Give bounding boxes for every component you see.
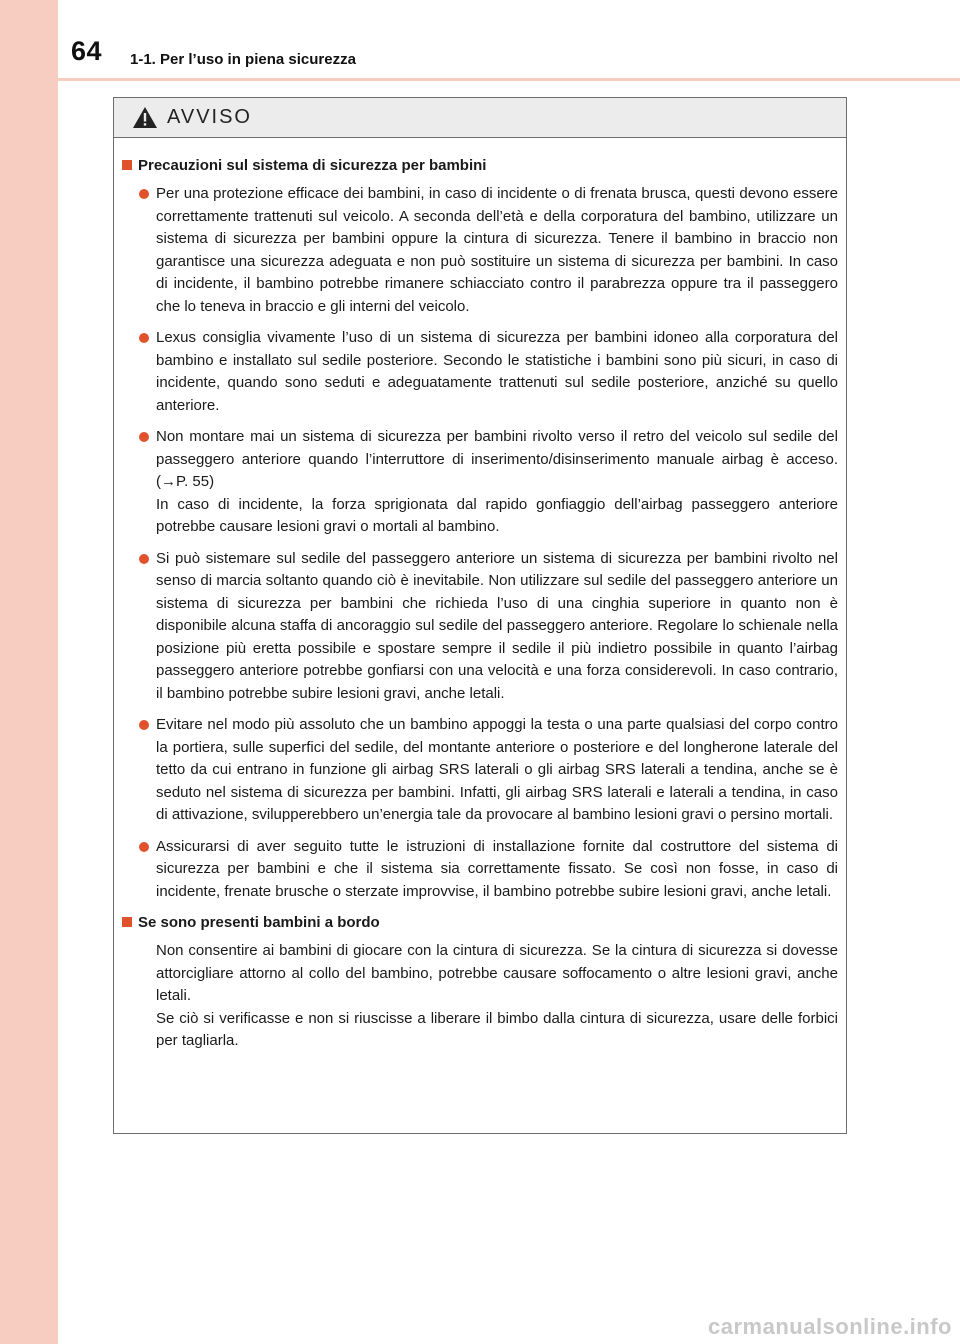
bullet-dot-icon [139, 333, 149, 343]
bullet-dot-icon [139, 720, 149, 730]
list-item [139, 714, 838, 827]
watermark: carmanualsonline.info [708, 1314, 952, 1339]
page-number: 64 [71, 36, 103, 66]
list-item-text: Assicurarsi di aver seguito tutte le istruzioni di installazione fornite dal costruttore del sistema di sicurezza per bambini e che il sistema sia correttamente fissato. Se così non fosse, in caso di incidente, frenate brusche o sterzate improvvise, il bambino potrebbe subire lesioni gravi, anche letali. [156, 837, 838, 900]
warning-title: AVVISO [167, 106, 252, 128]
list-item [139, 836, 838, 904]
list-item [139, 327, 838, 417]
bullet-dot-icon [139, 554, 149, 564]
warning-box [113, 97, 847, 1134]
section-heading [122, 912, 838, 934]
list-item [139, 548, 838, 706]
section-title: 1-1. Per l’uso in piena sicurezza [130, 51, 356, 68]
warning-header [114, 98, 846, 138]
list-item-text: Lexus consiglia vivamente l’uso di un sistema di sicurezza per bambini idoneo alla corporatura del bambino e installato sul sedile posteriore. Secondo le statistiche i bambini sono più sicuri, in caso di incidente, quando sono seduti e adeguatamente trattenuti sul sedile posteriore, anziché su quello anteriore. [156, 329, 838, 414]
warning-body [114, 138, 846, 1053]
square-bullet-icon [122, 917, 132, 927]
list-item-text: Si può sistemare sul sedile del passeggero anteriore un sistema di sicurezza per bambini rivolto nel senso di marcia soltanto quando ciò è inevitabile. Non utilizzare sul sedile del passeggero anteriore un sistema di sicurezza per bambini che richieda l’uso di una cinghia superiore in quanto non è disponibile alcuna staffa di ancoraggio sul sedile del passeggero anteriore. Regolare lo schienale nella posizione più eretta possibile e spostare sempre il sedile il più indietro possibile in quanto l’airbag passeggero anteriore potrebbe gonfiarsi con una velocità e una forza considerevoli. In caso contrario, il bambino potrebbe subire lesioni gravi, anche letali. [156, 549, 838, 702]
side-color-band [0, 0, 58, 1344]
section-heading-text: Precauzioni sul sistema di sicurezza per bambini [138, 157, 487, 174]
list-item-text: Non montare mai un sistema di sicurezza per bambini rivolto verso il retro del veicolo sul sedile del passeggero anteriore quando l’interruttore di inserimento/disinserimento manuale airbag è acceso. (→P. 55) In caso di incidente, la forza sprigionata dal rapido gonfiaggio dell’airbag passeggero anteriore potrebbe causare lesioni gravi o mortali al bambino. [156, 428, 838, 535]
list-item [139, 183, 838, 318]
header-divider [58, 78, 960, 81]
warning-triangle-icon [132, 106, 158, 129]
page-header [0, 0, 960, 80]
list-item-text: Evitare nel modo più assoluto che un bambino appoggi la testa o una parte qualsiasi del corpo contro la portiera, sulle superfici del sedile, del montante anteriore o posteriore e del longherone laterale del tetto da cui entrano in funzione gli airbag SRS laterali o gli airbag SRS laterali a tendina, anche se è seduto nel sistema di sicurezza per bambini. Infatti, gli airbag SRS laterali e laterali a tendina, in caso di attivazione, svilupperebbero un’energia tale da provocare al bambino lesioni gravi o persino mortali. [156, 716, 838, 823]
section-paragraph: Non consentire ai bambini di giocare con la cintura di sicurezza. Se la cintura di sicurezza si dovesse attorcigliare attorno al collo del bambino, potrebbe causare soffocamento o altre lesioni gravi, anche letali. Se ciò si verificasse e non si riuscisse a liberare il bimbo dalla cintura di sicurezza, usare delle forbici per tagliarla. [156, 942, 838, 1049]
bullet-dot-icon [139, 189, 149, 199]
list-item-text: Per una protezione efficace dei bambini, in caso di incidente o di frenata brusca, questi devono essere correttamente trattenuti sul veicolo. A seconda dell’età e della corporatura del bambino, utilizzare un sistema di sicurezza per bambini oppure la cintura di sicurezza. Tenere il bambino in braccio non garantisce una sicurezza adeguata e non può sostituire un sistema di sicurezza per bambini. In caso di incidente, il bambino potrebbe rimanere schiacciato contro il parabrezza oppure tra il passeggero che lo teneva in braccio e gli interni del veicolo. [156, 185, 838, 315]
square-bullet-icon [122, 160, 132, 170]
section-heading-text: Se sono presenti bambini a bordo [138, 914, 380, 931]
list-item [139, 426, 838, 539]
section-heading [122, 155, 838, 177]
bullet-dot-icon [139, 432, 149, 442]
bullet-dot-icon [139, 842, 149, 852]
